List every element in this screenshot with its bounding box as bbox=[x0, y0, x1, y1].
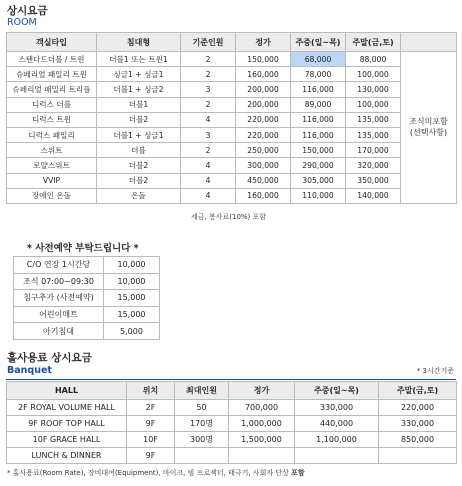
room-cell: 88,000 bbox=[346, 52, 401, 67]
banquet-footnote-bold: 포함 bbox=[291, 469, 305, 477]
room-cell: 스탠다드더블 / 트윈 bbox=[7, 52, 97, 67]
banquet-cell: 300명 bbox=[175, 432, 229, 448]
room-cell: 장애인 온돌 bbox=[7, 188, 97, 203]
banquet-cell: 440,000 bbox=[295, 416, 379, 432]
room-cell: 싱글1 + 싱글1 bbox=[97, 67, 181, 82]
advance-cell: C/O 연장 1시간당 bbox=[14, 257, 104, 274]
banquet-cell: 10F GRACE HALL bbox=[7, 432, 127, 448]
banquet-cell: 330,000 bbox=[379, 416, 457, 432]
room-cell: 135,000 bbox=[346, 112, 401, 127]
col-header: 기준인원 bbox=[181, 33, 236, 52]
banquet-divider bbox=[6, 379, 456, 380]
room-cell: 4 bbox=[181, 158, 236, 173]
banquet-time-note: * 3시간기준 bbox=[416, 367, 454, 375]
banquet-cell: 850,000 bbox=[379, 432, 457, 448]
room-cell: 116,000 bbox=[291, 127, 346, 142]
room-cell: 더블1 + 싱글2 bbox=[97, 82, 181, 97]
advance-cell: 5,000 bbox=[104, 323, 160, 340]
room-cell: 160,000 bbox=[236, 67, 291, 82]
room-cell: 130,000 bbox=[346, 82, 401, 97]
room-row bbox=[7, 127, 457, 142]
room-cell: 200,000 bbox=[236, 97, 291, 112]
room-cell: 116,000 bbox=[291, 82, 346, 97]
col-header: 주중(일~목) bbox=[291, 33, 346, 52]
col-header: 주말(금,토) bbox=[379, 382, 457, 400]
banquet-footnote bbox=[7, 468, 305, 478]
col-header: 객실타입 bbox=[7, 33, 97, 52]
banquet-cell: 1,100,000 bbox=[295, 432, 379, 448]
banquet-cell: 50 bbox=[175, 400, 229, 416]
room-cell: 로얄스위트 bbox=[7, 158, 97, 173]
room-row bbox=[7, 188, 457, 203]
room-cell: 3 bbox=[181, 127, 236, 142]
room-cell: 68,000 bbox=[291, 52, 346, 67]
room-cell: 슈페리얼 패밀리 트윈 bbox=[7, 67, 97, 82]
room-cell: 290,000 bbox=[291, 158, 346, 173]
room-cell: VVIP bbox=[7, 173, 97, 188]
room-cell: 160,000 bbox=[236, 188, 291, 203]
room-cell: 200,000 bbox=[236, 82, 291, 97]
room-cell: 135,000 bbox=[346, 127, 401, 142]
room-footnote: 세금, 봉사료(10%) 포함 bbox=[191, 213, 267, 221]
banquet-title: 홀사용료 상시요금 bbox=[7, 352, 92, 364]
banquet-cell: 9F bbox=[127, 448, 175, 464]
banquet-row bbox=[7, 432, 457, 448]
breakfast-note: 조식미포함 bbox=[409, 117, 448, 127]
banquet-cell: 170명 bbox=[175, 416, 229, 432]
room-cell: 89,000 bbox=[291, 97, 346, 112]
room-cell: 220,000 bbox=[236, 112, 291, 127]
advance-cell: 15,000 bbox=[104, 290, 160, 307]
room-cell: 4 bbox=[181, 173, 236, 188]
room-cell: 디럭스 패밀리 bbox=[7, 127, 97, 142]
banquet-cell: 10F bbox=[127, 432, 175, 448]
room-cell: 100,000 bbox=[346, 67, 401, 82]
room-cell: 305,000 bbox=[291, 173, 346, 188]
room-cell: 250,000 bbox=[236, 143, 291, 158]
banquet-header-row bbox=[7, 382, 457, 400]
room-header-row bbox=[7, 33, 457, 52]
room-cell: 더블 bbox=[97, 143, 181, 158]
advance-cell: 10,000 bbox=[104, 273, 160, 290]
col-header-blank bbox=[401, 33, 457, 52]
advance-cell: 10,000 bbox=[104, 257, 160, 274]
room-row bbox=[7, 82, 457, 97]
room-cell: 2 bbox=[181, 143, 236, 158]
banquet-cell: 2F bbox=[127, 400, 175, 416]
room-row bbox=[7, 158, 457, 173]
col-header: 위치 bbox=[127, 382, 175, 400]
banquet-cell: 220,000 bbox=[379, 400, 457, 416]
room-cell: 디럭스 트윈 bbox=[7, 112, 97, 127]
room-cell: 4 bbox=[181, 112, 236, 127]
advance-row bbox=[14, 257, 160, 274]
banquet-cell: 700,000 bbox=[229, 400, 295, 416]
banquet-footnote-text: * 홀사용료(Room Rate), 장비대여(Equipment), 마이크, 빔 프로젝터, 태극기, 사회자 단상 bbox=[7, 469, 292, 477]
room-cell: 2 bbox=[181, 97, 236, 112]
advance-row bbox=[14, 273, 160, 290]
advance-cell: 아기침대 bbox=[14, 323, 104, 340]
room-cell: 300,000 bbox=[236, 158, 291, 173]
advance-cell: 침구추가 (사전예약) bbox=[14, 290, 104, 307]
advance-row bbox=[14, 290, 160, 307]
banquet-cell: 2F ROYAL VOLUME HALL bbox=[7, 400, 127, 416]
room-cell: 100,000 bbox=[346, 97, 401, 112]
room-cell: 더블2 bbox=[97, 112, 181, 127]
advance-cell: 조식 07:00~09:30 bbox=[14, 273, 104, 290]
room-row bbox=[7, 52, 457, 67]
banquet-cell bbox=[295, 448, 379, 464]
room-cell: 116,000 bbox=[291, 112, 346, 127]
room-cell: 350,000 bbox=[346, 173, 401, 188]
room-cell: 78,000 bbox=[291, 67, 346, 82]
col-header: 침대형 bbox=[97, 33, 181, 52]
banquet-row bbox=[7, 416, 457, 432]
advance-heading: * 사전예약 부탁드립니다 * bbox=[27, 243, 139, 254]
room-cell: 스위트 bbox=[7, 143, 97, 158]
room-cell: 320,000 bbox=[346, 158, 401, 173]
room-cell: 220,000 bbox=[236, 127, 291, 142]
col-header: HALL bbox=[7, 382, 127, 400]
room-cell: 150,000 bbox=[291, 143, 346, 158]
banquet-cell bbox=[175, 448, 229, 464]
banquet-cell: 9F bbox=[127, 416, 175, 432]
banquet-cell: 330,000 bbox=[295, 400, 379, 416]
advance-row bbox=[14, 323, 160, 340]
room-row bbox=[7, 97, 457, 112]
banquet-row bbox=[7, 448, 457, 464]
room-cell: 슈페리얼 패밀리 트리플 bbox=[7, 82, 97, 97]
banquet-cell bbox=[379, 448, 457, 464]
room-cell: 170,000 bbox=[346, 143, 401, 158]
room-title: 상시요금 bbox=[7, 5, 48, 17]
room-cell: 더블2 bbox=[97, 158, 181, 173]
room-cell: 450,000 bbox=[236, 173, 291, 188]
col-header: 정가 bbox=[236, 33, 291, 52]
room-cell: 4 bbox=[181, 188, 236, 203]
banquet-cell: 1,000,000 bbox=[229, 416, 295, 432]
room-cell: 더블1 bbox=[97, 97, 181, 112]
advance-row bbox=[14, 306, 160, 323]
banquet-cell: 9F ROOF TOP HALL bbox=[7, 416, 127, 432]
banquet-subtitle: Banquet bbox=[7, 365, 52, 376]
advance-table bbox=[13, 256, 160, 340]
room-cell: 온돌 bbox=[97, 188, 181, 203]
room-cell: 3 bbox=[181, 82, 236, 97]
room-cell: 2 bbox=[181, 52, 236, 67]
breakfast-note-cell bbox=[401, 52, 457, 204]
banquet-cell: 1,500,000 bbox=[229, 432, 295, 448]
room-cell: 110,000 bbox=[291, 188, 346, 203]
room-cell: 더블1 또는 트윈1 bbox=[97, 52, 181, 67]
banquet-cell: LUNCH & DINNER bbox=[7, 448, 127, 464]
room-cell: 더블1 + 싱글1 bbox=[97, 127, 181, 142]
room-cell: 140,000 bbox=[346, 188, 401, 203]
room-subtitle: ROOM bbox=[7, 17, 37, 28]
room-row bbox=[7, 173, 457, 188]
room-cell: 150,000 bbox=[236, 52, 291, 67]
room-cell: 2 bbox=[181, 67, 236, 82]
breakfast-note-optional: (선택사항) bbox=[409, 128, 448, 138]
col-header: 주중(일~목) bbox=[295, 382, 379, 400]
room-rate-table bbox=[6, 32, 457, 204]
banquet-cell bbox=[229, 448, 295, 464]
room-row bbox=[7, 112, 457, 127]
advance-cell: 15,000 bbox=[104, 306, 160, 323]
banquet-row bbox=[7, 400, 457, 416]
banquet-rate-table bbox=[6, 381, 457, 464]
room-row bbox=[7, 143, 457, 158]
col-header: 최대인원 bbox=[175, 382, 229, 400]
col-header: 정가 bbox=[229, 382, 295, 400]
advance-cell: 어린이매트 bbox=[14, 306, 104, 323]
room-cell: 더블2 bbox=[97, 173, 181, 188]
room-cell: 디럭스 더블 bbox=[7, 97, 97, 112]
room-row bbox=[7, 67, 457, 82]
col-header: 주말(금,토) bbox=[346, 33, 401, 52]
